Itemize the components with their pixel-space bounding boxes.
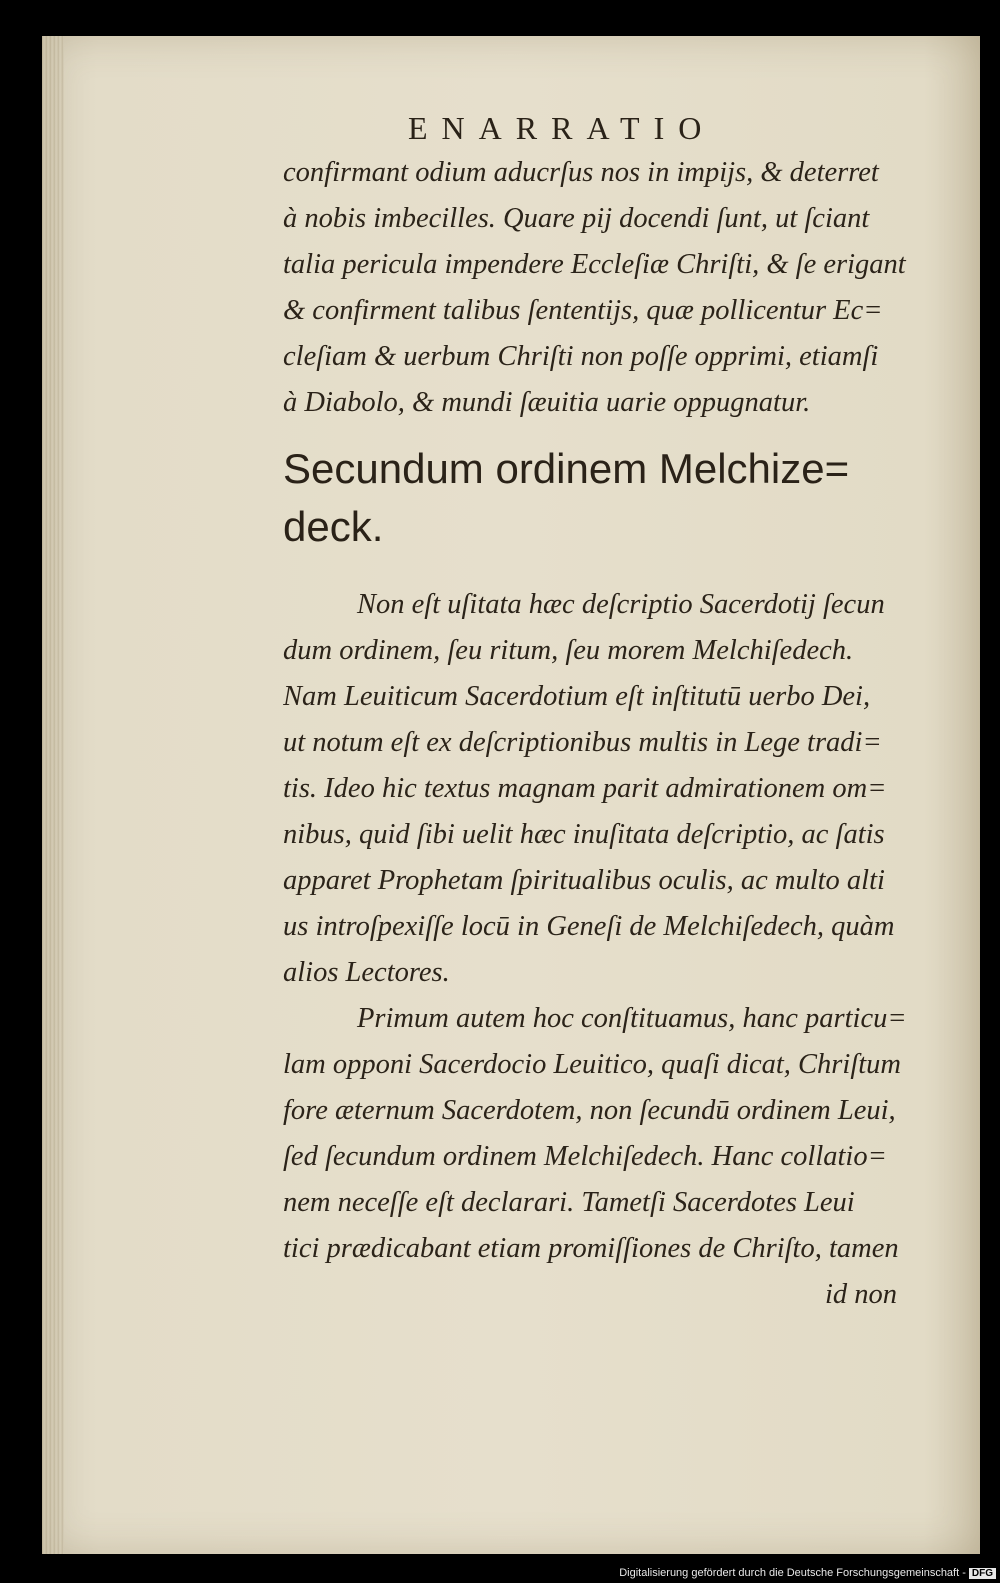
text-line: apparet Prophetam ſpiritualibus oculis, ac multo alti	[283, 865, 885, 896]
paragraph-body	[283, 582, 913, 1318]
text-line: Non eſt uſitata hæc deſcriptio Sacerdotij ſecun	[357, 589, 885, 620]
heading-line: deck.	[283, 503, 384, 550]
text-line: fore æternum Sacerdotem, non ſecundū ordinem Leui,	[283, 1095, 896, 1126]
running-head: ENARRATIO	[408, 110, 716, 146]
text-line: ſed ſecundum ordinem Melchiſedech. Hanc collatio=	[283, 1141, 887, 1172]
dfg-logo: DFG	[969, 1568, 996, 1579]
text-line: lam opponi Sacerdocio Leuitico, quaſi dicat, Chriſtum	[283, 1049, 901, 1080]
text-line: tis. Ideo hic textus magnam parit admirationem om=	[283, 773, 887, 804]
text-line: us introſpexiſſe locū in Geneſi de Melchiſedech, quàm	[283, 911, 895, 942]
text-line: dum ordinem, ſeu ritum, ſeu morem Melchiſedech.	[283, 635, 854, 666]
text-line: Primum autem hoc conſtituamus, hanc particu=	[357, 1003, 907, 1034]
text-line: tici prædicabant etiam promiſſiones de Chriſto, tamen	[283, 1233, 899, 1264]
catchword: id non	[824, 1279, 897, 1310]
text-line: talia pericula impendere Eccleſiæ Chriſti, & ſe erigant	[283, 249, 906, 280]
text-line: confirmant odium aducrſus nos in impijs, & deterret	[283, 157, 879, 188]
page-edge-shadow	[42, 36, 64, 1554]
text-line: nem neceſſe eſt declarari. Tametſi Sacerdotes Leui	[283, 1187, 855, 1218]
text-line: alios Lectores.	[283, 957, 450, 988]
text-line: & confirment talibus ſententijs, quæ pollicentur Ec=	[283, 295, 883, 326]
credit-text: Digitalisierung gefördert durch die Deutsche Forschungsgemeinschaft -	[619, 1567, 966, 1579]
section-heading	[283, 440, 923, 556]
text-line: nibus, quid ſibi uelit hæc inuſitata deſcriptio, ac ſatis	[283, 819, 885, 850]
text-line: ut notum eſt ex deſcriptionibus multis in Lege tradi=	[283, 727, 882, 758]
heading-line: Secundum ordinem Melchize=	[283, 445, 850, 492]
digitization-credit	[619, 1567, 996, 1579]
text-line: Nam Leuiticum Sacerdotium eſt inſtitutū uerbo Dei,	[283, 681, 871, 712]
text-line: à nobis imbecilles. Quare pij docendi ſunt, ut ſciant	[283, 203, 870, 234]
paragraph-top	[283, 150, 913, 426]
text-line: cleſiam & uerbum Chriſti non poſſe opprimi, etiamſi	[283, 341, 879, 372]
text-line: à Diabolo, & mundi ſæuitia uarie oppugnatur.	[283, 387, 811, 418]
